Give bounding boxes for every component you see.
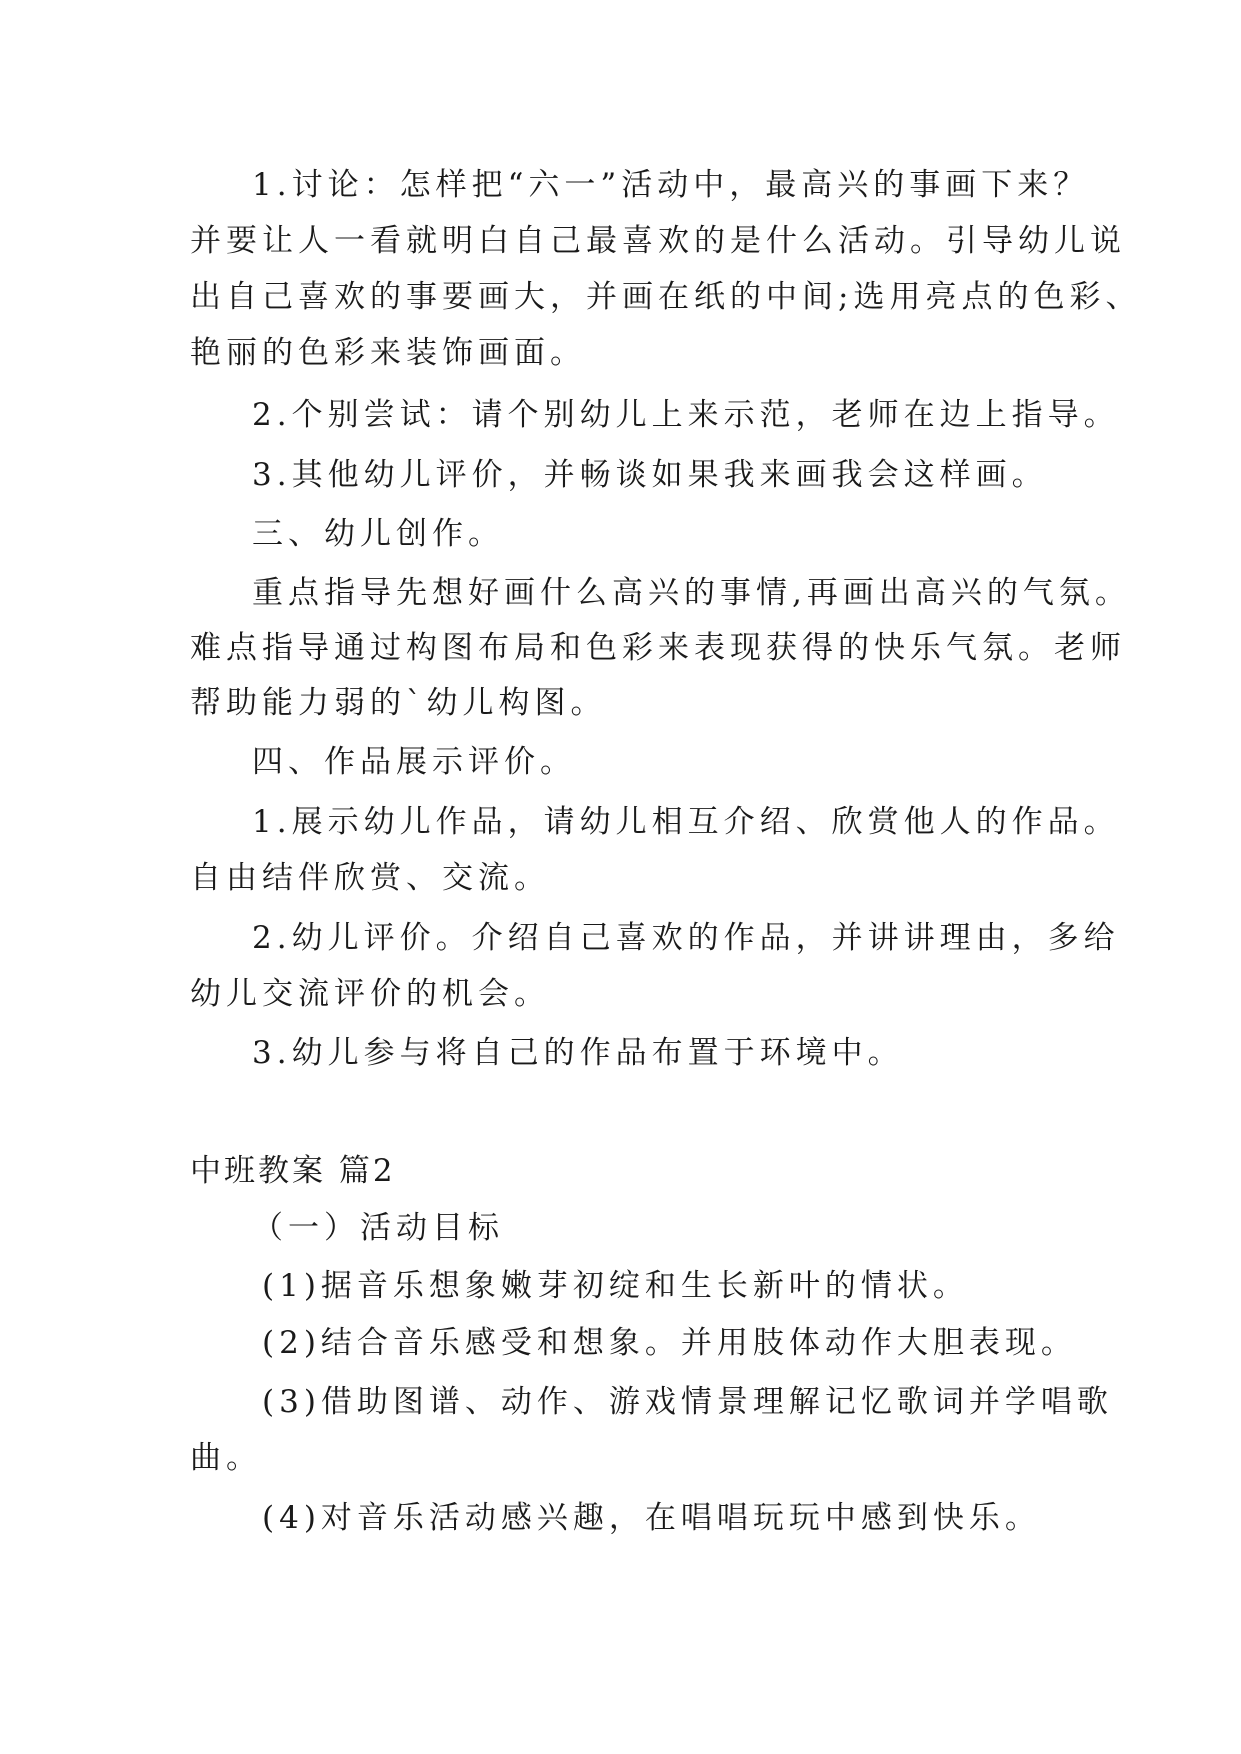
paragraph-line: 1.展示幼儿作品，请幼儿相互介绍、欣赏他人的作品。: [252, 804, 1120, 840]
paragraph-line: 难点指导通过构图布局和色彩来表现获得的快乐气氛。老师: [190, 630, 1126, 666]
paragraph-line: 自由结伴欣赏、交流。: [190, 860, 550, 896]
list-item: (2)结合音乐感受和想象。并用肢体动作大胆表现。: [262, 1325, 1077, 1361]
paragraph-line: 1.讨论：怎样把“六一”活动中，最高兴的事画下来？: [252, 167, 1090, 203]
paragraph-line: 3.幼儿参与将自己的作品布置于环境中。: [252, 1035, 904, 1071]
paragraph-line: 2.幼儿评价。介绍自己喜欢的作品，并讲讲理由，多给: [252, 920, 1120, 956]
list-item: (3)借助图谱、动作、游戏情景理解记忆歌词并学唱歌: [262, 1384, 1113, 1420]
section-heading: 三、幼儿创作。: [252, 516, 504, 552]
paragraph-line: 2.个别尝试：请个别幼儿上来示范，老师在边上指导。: [252, 397, 1120, 433]
list-item: (1)据音乐想象嫩芽初绽和生长新叶的情状。: [262, 1268, 969, 1304]
section-heading: 四、作品展示评价。: [252, 744, 576, 780]
paragraph-line: 出自己喜欢的事要画大，并画在纸的中间;选用亮点的色彩、: [190, 279, 1142, 315]
list-item-continuation: 曲。: [190, 1440, 262, 1476]
section-heading: （一）活动目标: [252, 1210, 504, 1246]
list-item: (4)对音乐活动感兴趣，在唱唱玩玩中感到快乐。: [262, 1500, 1041, 1536]
paragraph-line: 重点指导先想好画什么高兴的事情,再画出高兴的气氛。: [252, 575, 1131, 611]
paragraph-line: 并要让人一看就明白自己最喜欢的是什么活动。引导幼儿说: [190, 223, 1126, 259]
paragraph-line: 帮助能力弱的`幼儿构图。: [190, 685, 607, 721]
section-title: 中班教案 篇2: [190, 1153, 396, 1189]
paragraph-line: 艳丽的色彩来装饰画面。: [190, 335, 586, 371]
paragraph-line: 幼儿交流评价的机会。: [190, 976, 550, 1012]
paragraph-line: 3.其他幼儿评价，并畅谈如果我来画我会这样画。: [252, 457, 1048, 493]
